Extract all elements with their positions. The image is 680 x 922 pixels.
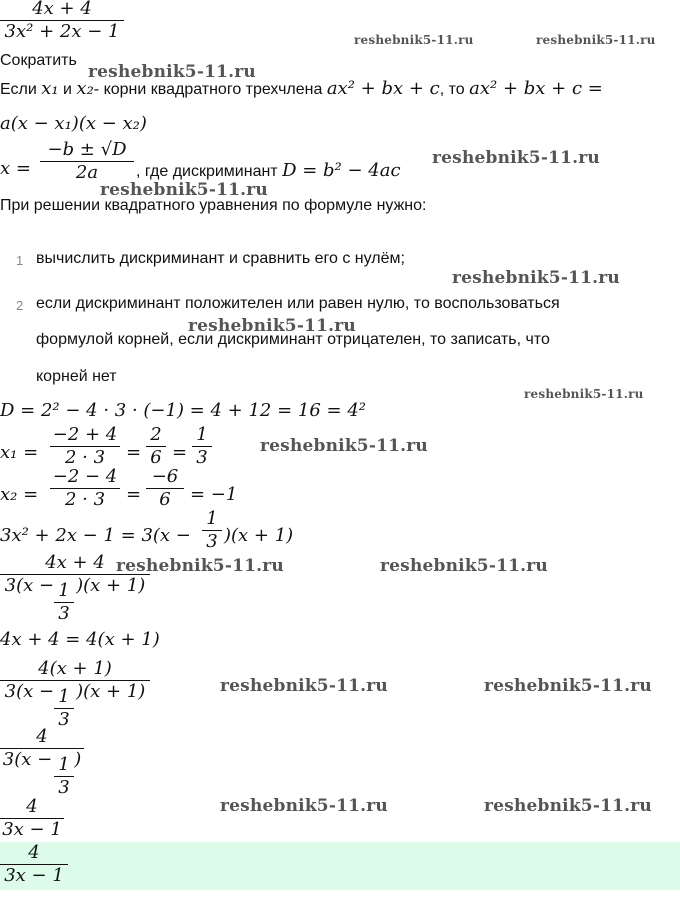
list-item-line: если дискриминант положителен или равен нулю, то воспользоваться — [36, 295, 560, 312]
watermark: reshebnik5-11.ru — [220, 676, 388, 696]
task-fraction-denominator: 3x² + 2x − 1 — [4, 21, 120, 42]
list-number: 2 — [16, 298, 24, 313]
step1-fraction: 4x + 4 3(x − )(x + 1) — [0, 552, 150, 597]
watermark: reshebnik5-11.ru — [116, 556, 284, 576]
watermark: reshebnik5-11.ru — [188, 316, 356, 336]
step2-fraction: 4(x + 1) 3(x − )(x + 1) — [0, 658, 150, 703]
answer-highlight — [0, 842, 680, 890]
x2-result: = −1 — [190, 484, 238, 505]
x1-fraction: −2 + 4 2 · 3 — [50, 424, 120, 469]
theory-factored-form: a(x − x₁)(x − x₂) — [0, 113, 147, 134]
watermark: reshebnik5-11.ru — [354, 33, 474, 47]
x2-fraction: −2 − 4 2 · 3 — [50, 466, 120, 511]
watermark: reshebnik5-11.ru — [380, 556, 548, 576]
watermark: reshebnik5-11.ru — [100, 180, 268, 200]
step3-fraction: 4 3(x − ) — [0, 726, 84, 771]
step3-third: 1 3 — [54, 754, 74, 799]
factorization-third: 1 3 — [202, 508, 222, 553]
task-fraction-numerator: 4x + 4 — [32, 0, 92, 19]
watermark: reshebnik5-11.ru — [484, 796, 652, 816]
watermark: reshebnik5-11.ru — [484, 676, 652, 696]
theory-line-1: Если x₁ и x₂- корни квадратного трехчлена ax² + bx + c, то ax² + bx + c = — [0, 78, 603, 99]
discriminant-calculation: D = 2² − 4 · 3 · (−1) = 4 + 12 = 16 = 4² — [0, 400, 366, 421]
factorization-rhs: )(x + 1) — [224, 525, 294, 546]
discriminant-definition: , где дискриминант D = b² − 4ac — [136, 160, 401, 181]
x1-lhs: x₁ = — [0, 442, 39, 463]
x2-lhs: x₂ = — [0, 484, 39, 505]
x1-fraction-3: 1 3 — [192, 424, 212, 469]
task-fraction — [0, 0, 124, 43]
list-item: вычислить дискриминант и сравнить его с нулём; — [36, 250, 405, 267]
step1-third: 1 3 — [54, 580, 74, 625]
watermark: reshebnik5-11.ru — [452, 268, 620, 288]
x1-fraction-2: 2 6 — [146, 424, 166, 469]
quadratic-formula-lhs: x = — [0, 158, 31, 179]
watermark: reshebnik5-11.ru — [536, 33, 656, 47]
watermark: reshebnik5-11.ru — [88, 62, 256, 82]
list-number: 1 — [16, 253, 24, 268]
watermark: reshebnik5-11.ru — [220, 796, 388, 816]
factorization-lhs: 3x² + 2x − 1 = 3(x − — [0, 525, 191, 546]
equals-sign: = — [126, 484, 142, 505]
watermark: reshebnik5-11.ru — [432, 148, 600, 168]
equals-sign: = — [126, 442, 142, 463]
list-item-line: корней нет — [36, 368, 117, 385]
step2-third: 1 3 — [54, 686, 74, 731]
task-label: Сократить — [0, 52, 77, 69]
solving-intro: При решении квадратного уравнения по формуле нужно: — [0, 197, 427, 214]
numerator-factorization: 4x + 4 = 4(x + 1) — [0, 629, 160, 650]
equals-sign: = — [172, 442, 188, 463]
watermark: reshebnik5-11.ru — [524, 387, 644, 401]
watermark: reshebnik5-11.ru — [260, 436, 428, 456]
answer-fraction: 4 3x − 1 — [0, 842, 68, 887]
x2-fraction-2: −6 6 — [146, 466, 184, 511]
list-item-line: формулой корней, если дискриминант отрицателен, то записать, что — [36, 331, 550, 348]
step4-fraction: 4 3x − 1 — [0, 796, 64, 841]
quadratic-formula-fraction: −b ± √D 2a — [40, 139, 134, 184]
